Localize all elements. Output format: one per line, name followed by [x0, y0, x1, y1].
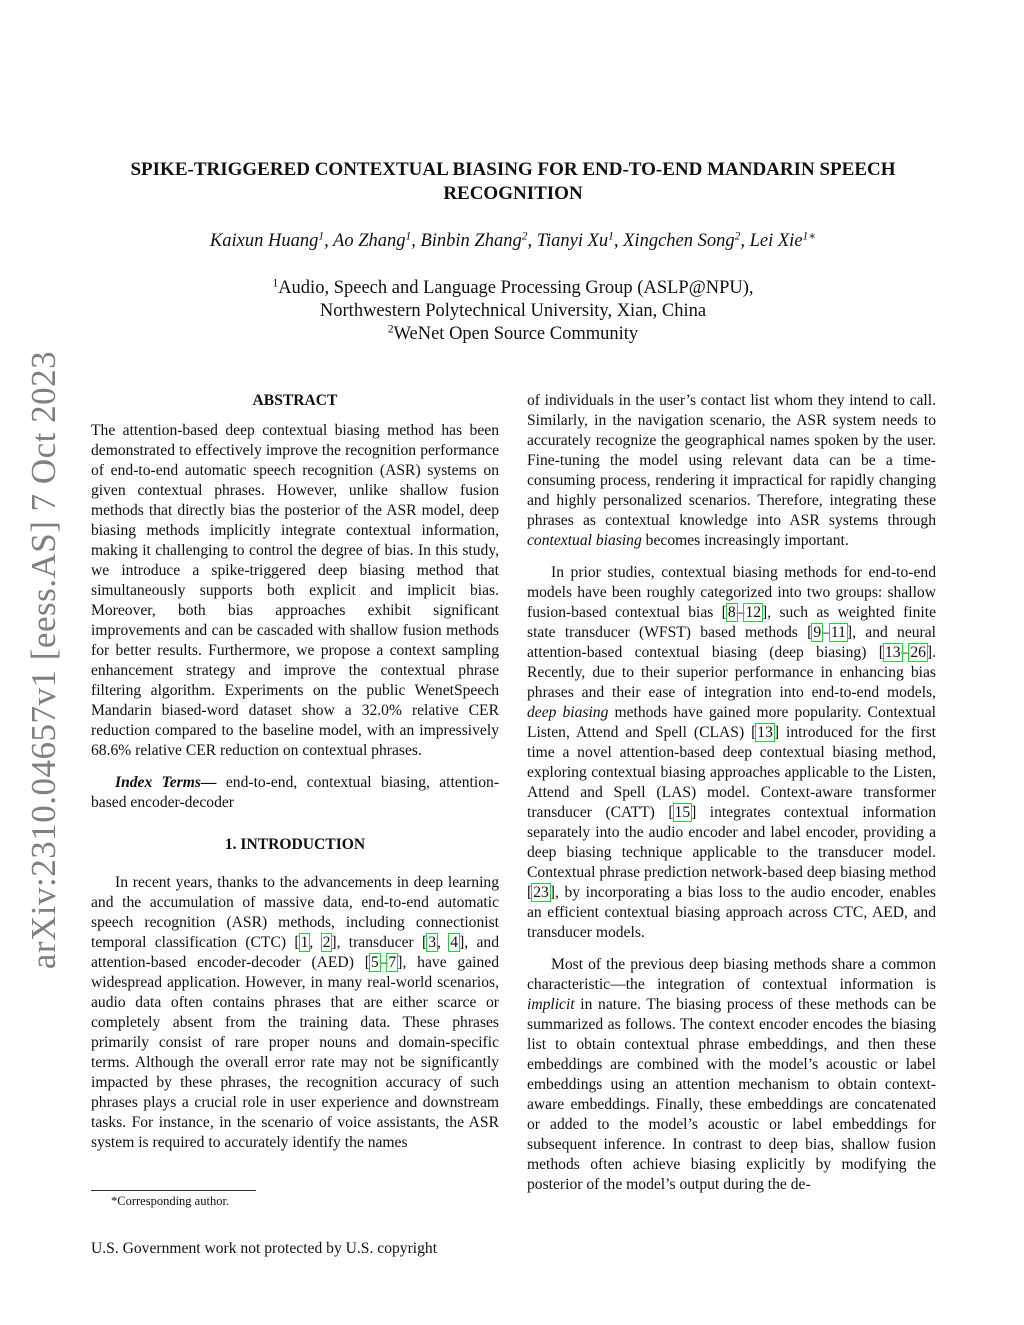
intro-paragraph [91, 873, 499, 1153]
affiliations [90, 277, 936, 346]
citation-link[interactable]: 12 [745, 604, 762, 621]
citation-link[interactable]: 5 [370, 954, 379, 971]
index-terms [91, 773, 499, 813]
citation-link[interactable]: 8 [727, 604, 736, 621]
footnote: *Corresponding author. [111, 1194, 230, 1208]
intro-paragraph-3 [527, 955, 936, 1195]
text-run: – [379, 954, 388, 971]
author-affil-sup: 1 [608, 230, 614, 243]
citation-link[interactable]: 11 [830, 624, 846, 641]
author-affil-sup: 1∗ [802, 230, 817, 243]
text-run: ], and neural attention-based contextual biasing (deep biasing) [ [527, 624, 936, 661]
author-list: Kaixun Huang$^1$, Ao Zhang$^1$, Binbin Zhang$^2$, Tianyi Xu$^1$, Xingchen Song$^2$, Lei Xie$^{1∗}$ [209, 230, 817, 251]
title-line-2: RECOGNITION [443, 183, 583, 204]
author-affil-sup: 1 [318, 230, 325, 243]
text-run: ], transducer [ [331, 934, 428, 951]
affiliation-1 [90, 277, 936, 300]
abstract-heading: ABSTRACT [252, 392, 338, 409]
affiliation-1-line-1: Audio, Speech and Language Processing Group (ASLP@NPU), [278, 278, 754, 298]
citation-link[interactable]: 26 [910, 644, 926, 661]
author-name: Tianyi Xu [536, 231, 609, 251]
abstract-text: The attention-based deep contextual biasing method has been demonstrated to effectively improve the recognition performance of end-to-end automatic speech recognition (ASR) systems on given contextual phrases. However, unlike shallow fusion methods that directly bias the posterior of the ASR model, deep biasing methods implicitly integrate contextual information, making it challenging to control the degree of bias. In this study, we introduce a spike-triggered deep biasing method that simultaneously supports both explicit and implicit bias. Moreover, both bias approaches exhibit significant improvements and can be cascaded with shallow fusion methods for better results. Furthermore, we propose a context sampling enhancement strategy and improve the contextual phrase filtering algorithm. Experiments on the public WenetSpeech Mandarin biased-word dataset show a 32.0% relative CER reduction compared to the baseline model, with an impressively 68.6% relative CER reduction on contextual phrases. [91, 422, 499, 759]
emphasis: implicit [527, 996, 575, 1013]
citation-link[interactable]: 13 [757, 724, 773, 741]
text-run: , [309, 934, 322, 951]
author-name: Binbin Zhang [420, 231, 522, 251]
text-run: – [901, 644, 910, 661]
text-run: ] integrates contextual information separately into the audio encoder and label encoder, providing a deep biasing technique applicable to the transducer model. Contextual phrase prediction network-based deep biasing method [ [527, 804, 936, 901]
intro-paragraph-2 [527, 563, 936, 943]
text-run: becomes increasingly important. [641, 532, 849, 549]
text-run: ] introduced for the first time a novel attention-based deep contextual biasing method, exploring contextual biasing approaches applicable to the Listen, Attend and Spell (LAS) model. Context-aware transformer transducer (CATT) [ [527, 724, 936, 821]
text-run: Most of the previous deep biasing methods share a common characteristic—the integration of contextual information is [527, 956, 936, 993]
left-column [91, 391, 499, 1153]
citation-link[interactable]: 7 [388, 954, 397, 971]
author-affil-sup: 2 [521, 230, 528, 243]
text-run: ], by incorporating a bias loss to the audio encoder, enables an efficient contextual biasing approach across CTC, AED, and transducer models. [527, 884, 936, 941]
author-name: Ao Zhang [333, 231, 406, 251]
text-run: methods have gained more popularity. Contextual Listen, Attend and Spell (CLAS) [ [527, 704, 936, 741]
citation-link[interactable]: 1 [300, 934, 309, 951]
affiliation-sup: 2 [387, 323, 394, 336]
footnote-rule [91, 1190, 256, 1191]
text-run: – [736, 604, 745, 621]
index-terms-text: end-to-end, contextual biasing, attention-based encoder-decoder [91, 774, 500, 811]
author-name: Kaixun Huang [209, 231, 319, 251]
citation-link[interactable]: 2 [322, 934, 331, 951]
text-run: In prior studies, contextual biasing methods for end-to-end models have been roughly categorized into two groups: shallow fusion-based contextual bias [ [527, 564, 936, 621]
text-run: in nature. The biasing process of these methods can be summarized as follows. The context encoder encodes the biasing list to obtain contextual phrase embeddings, and then these embeddings are combined with the model’s acoustic or label embeddings using an attention mechanism to obtain context-aware embeddings. Finally, these embeddings are concatenated or added to the model’s acoustic or label embeddings for subsequent inference. In contrast to deep bias, shallow fusion methods often achieve biasing explicitly by modifying the posterior of the model’s output during the de- [527, 996, 936, 1193]
emphasis: contextual biasing [527, 532, 642, 549]
intro-paragraph-continued [527, 391, 936, 551]
citation-link[interactable]: 9 [813, 624, 822, 641]
text-run: ], such as weighted finite state transducer (WFST) based methods [ [527, 604, 936, 641]
citation-link[interactable]: 4 [450, 934, 459, 951]
text-run: ], and attention-based encoder-decoder (AED) [ [91, 934, 499, 971]
copyright-notice: U.S. Government work not protected by U.S. copyright [91, 1240, 438, 1257]
citation-link[interactable]: 15 [674, 804, 691, 821]
intro-heading: 1. INTRODUCTION [224, 836, 366, 853]
text-run: , [437, 934, 450, 951]
right-column [527, 391, 936, 1195]
paper-title [90, 158, 936, 206]
citation-link[interactable]: 3 [428, 934, 437, 951]
text-run: – [822, 624, 830, 641]
text-run: In recent years, thanks to the advancements in deep learning and the accumulation of massive data, end-to-end automatic speech recognition (ASR) methods, including connectionist temporal classification (CTC) [ [91, 874, 499, 951]
index-terms-label: Index Terms— [115, 774, 217, 791]
author-name: Lei Xie [749, 231, 803, 251]
affiliation-2-text: WeNet Open Source Community [393, 324, 639, 344]
affiliation-1-line-2: Northwestern Polytechnical University, Xian, China [319, 301, 707, 321]
title-line-1: SPIKE-TRIGGERED CONTEXTUAL BIASING FOR END-TO-END MANDARIN SPEECH [130, 159, 896, 180]
text-run: of individuals in the user’s contact list whom they intend to call. Similarly, in the navigation scenario, the ASR system needs to accurately recognize the geographical names spoken by the user. Fine-tuning the model using relevant data can be a time-consuming process, rendering it impractical for rapidly changing and highly personalized scenarios. Therefore, integrating these phrases as contextual knowledge into ASR systems through [527, 392, 936, 529]
citation-link[interactable]: 23 [533, 884, 549, 901]
author-affil-sup: 1 [405, 230, 412, 243]
author-name: Xingchen Song [623, 231, 735, 251]
citation-link[interactable]: 13 [884, 644, 901, 661]
affiliation-sup: 1 [272, 277, 279, 290]
text-run: ], have gained widespread application. However, in many real-world scenarios, audio data often contains phrases that are either scarce or completely absent from the training data. These phrases primarily consist of rare proper nouns and domain-specific terms. Although the overall error rate may not be significantly impacted by these phrases, the recognition accuracy of such phrases plays a crucial role in user experience and downstream tasks. For instance, in the scenario of voice assistants, the ASR system is required to accurately identify the names [91, 954, 499, 1151]
arxiv-identifier: arXiv:2310.04657v1 [eess.AS] 7 Oct 2023 [24, 350, 63, 970]
affiliation-2 [90, 323, 936, 346]
emphasis: deep biasing [527, 704, 609, 721]
text-run: ]. Recently, due to their superior performance in enhancing bias phrases and their ease of integration into end-to-end models, [527, 644, 936, 701]
author-affil-sup: 2 [734, 230, 741, 243]
